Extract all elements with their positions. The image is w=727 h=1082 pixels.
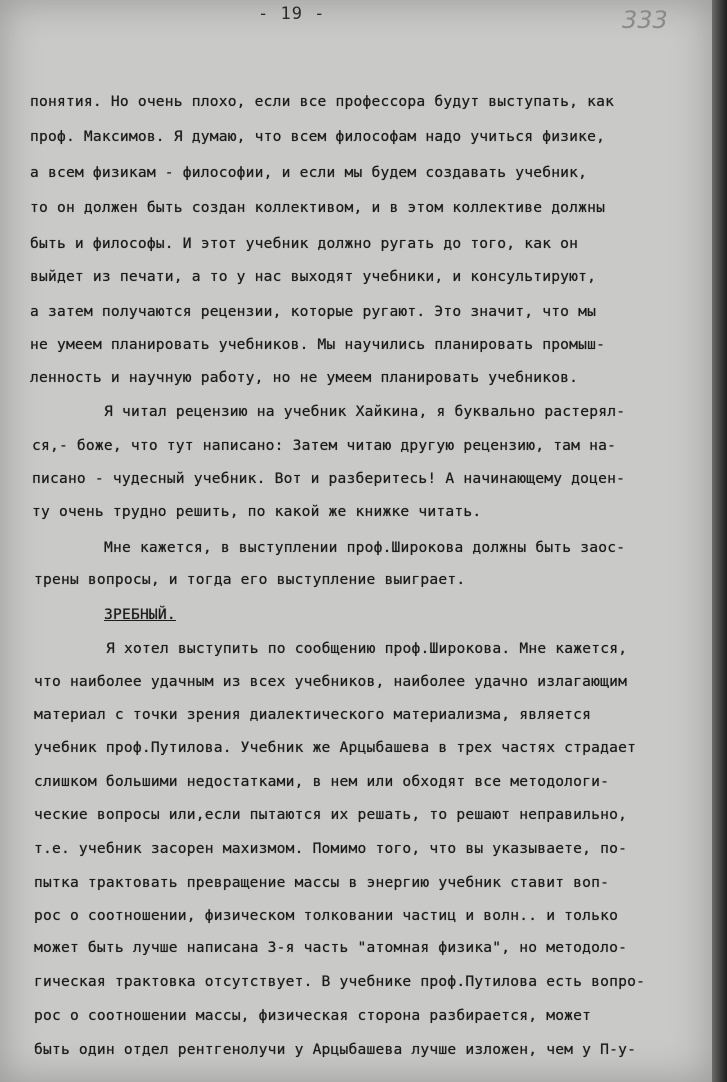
text-line: материал с точки зрения диалектического материализма, является (34, 706, 592, 723)
text-line: Мне кажется, в выступлении проф.Широкова должны быть заос- (104, 539, 626, 556)
text-line: трены вопросы, и тогда его выступление выиграет. (34, 571, 466, 588)
text-line: выйдет из печати, а то у нас выходят учебники, и консультируют, (30, 268, 597, 285)
text-line: ся,- боже, что тут написано: Затем читаю другую рецензию, там на- (32, 437, 617, 454)
text-line: быть один отдел рентгенолучи у Арцыбашева лучше изложен, чем у П-у- (34, 1041, 637, 1058)
text-line: Я хотел выступить по сообщению проф.Широкова. Мне кажется, (106, 640, 628, 657)
text-line: понятия. Но очень плохо, если все профессора будут выступать, как (30, 93, 615, 110)
speaker-name: ЗРЕБНЫЙ. (104, 606, 176, 623)
text-line: Я читал рецензию на учебник Хайкина, я буквально растерял- (104, 403, 626, 420)
text-line: что наиболее удачным из всех учебников, наиболее удачно излагающим (34, 673, 628, 690)
text-line: может быть лучше написана 3-я часть "атомная физика", но методоло- (34, 939, 628, 956)
text-line: рос о соотношении, физическом толковании частиц и волн.. и только (34, 907, 619, 924)
text-line: гическая трактовка отсутствует. В учебнике проф.Путилова есть вопро- (34, 973, 646, 990)
text-line: ленность и научную работу, но не умеем планировать учебников. (30, 369, 579, 386)
scan-edge-shadow (712, 0, 727, 1082)
text-line: ческие вопросы или,если пытаются их решать, то решают неправильно, (34, 806, 628, 823)
text-line: быть и философы. И этот учебник должно ругать до того, как он (30, 235, 579, 252)
text-line: писано - чудесный учебник. Вот и разберитесь! А начинающему доцен- (32, 470, 626, 487)
text-line: рос о соотношении массы, физическая сторона разбирается, может (34, 1007, 592, 1024)
text-line: не умеем планировать учебников. Мы научились планировать промыш- (30, 336, 606, 353)
page-number: - 19 - (258, 4, 326, 24)
text-line: проф. Максимов. Я думаю, что всем философам надо учиться физике, (30, 128, 606, 145)
text-line: а затем получаются рецензии, которые ругают. Это значит, что мы (30, 303, 597, 320)
text-line: ту очень трудно решить, по какой же книжке читать. (32, 503, 482, 520)
text-line: а всем физикам - философии, и если мы будем создавать учебник, (30, 164, 588, 181)
text-line: слишком большими недостатками, в нем или обходят все методологи- (34, 773, 610, 790)
text-line: учебник проф.Путилова. Учебник же Арцыбашева в трех частях страдает (34, 739, 637, 756)
text-line: пытка трактовать превращение массы в энергию учебник ставит воп- (34, 874, 610, 891)
text-line: т.е. учебник засорен махизмом. Помимо того, что вы указываете, по- (34, 840, 628, 857)
archive-number: 333 (622, 6, 668, 34)
text-line: то он должен быть создан коллективом, и в этом коллективе должны (30, 199, 606, 216)
